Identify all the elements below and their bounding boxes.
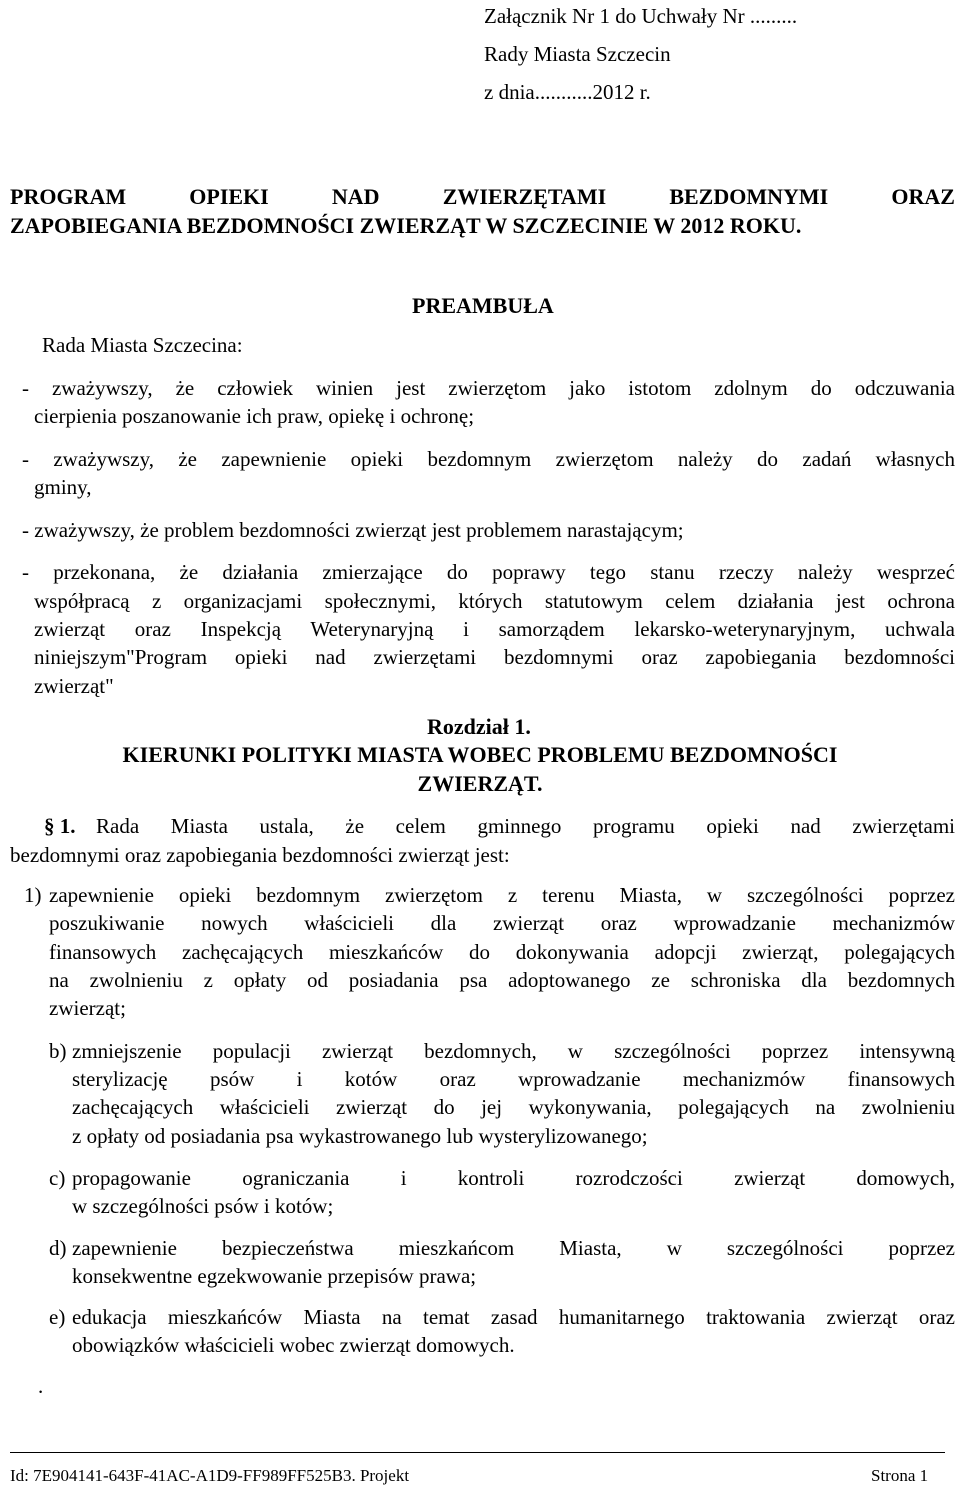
point1-line4 (49, 968, 955, 993)
title-word: PROGRAM (10, 184, 127, 209)
point-label: 1) (24, 883, 42, 907)
program-title-line2: ZAPOBIEGANIA BEZDOMNOŚCI ZWIERZĄT W SZCZECINIE W 2012 ROKU. (10, 213, 802, 238)
point-text: na zwolnieniu z opłaty od posiadania psa adoptowanego ze schroniska dla bezdomnych (49, 968, 955, 992)
letter-label-e: e) (49, 1305, 66, 1329)
letter-c-line1 (72, 1166, 955, 1191)
letter-c-line2: w szczególności psów i kotów; (72, 1194, 334, 1218)
title-word: ORAZ (891, 184, 955, 209)
point1-line2 (49, 911, 955, 936)
preamble-text: - przekonana, że działania zmierzające do poprawy tego stanu rzeczy należy wesprzeć (22, 560, 955, 584)
footer-page-number: Strona 1 (871, 1466, 929, 1485)
point-text: finansowych zachęcających mieszkańców do dokonywania adopcji zwierząt, polegających (49, 940, 955, 964)
preamble-text: współpracą z organizacjami społecznymi, których statutowym celem działania jest ochrona (34, 589, 955, 613)
stray-dot: . (38, 1374, 44, 1398)
footer-document-id: Id: 7E904141-643F-41AC-A1D9-FF989FF525B3. Projekt (10, 1466, 410, 1485)
section1-intro-line2: bezdomnymi oraz zapobiegania bezdomności zwierząt jest: (10, 843, 510, 867)
section1-intro-line1 (96, 814, 955, 839)
preamble-text: - zważywszy, że człowiek winien jest zwierzętom jako istotom zdolnym do odczuwania (22, 376, 955, 400)
letter-b-line4: z opłaty od posiadania psa wykastrowanego lub wysterylizowanego; (72, 1124, 648, 1148)
point-text: zapewnienie opieki bezdomnym zwierzętom z terenu Miasta, w szczególności poprzez (49, 883, 955, 907)
letter-e-line2: obowiązków właścicieli wobec zwierząt domowych. (72, 1333, 515, 1357)
letter-b-line3 (72, 1095, 955, 1120)
point1-line1 (49, 883, 955, 908)
preamble-item-4-line2 (34, 589, 955, 614)
letter-text: edukacja mieszkańców Miasta na temat zasad humanitarnego traktowania zwierząt oraz (72, 1305, 955, 1329)
attachment-header-line: Załącznik Nr 1 do Uchwały Nr ......... (484, 4, 798, 28)
section-marker: § 1. (44, 814, 76, 838)
preamble-text: zwierząt oraz Inspekcją Weterynaryjną i samorządem lekarsko-weterynaryjnym, uchwala (34, 617, 955, 641)
letter-d-line2: konsekwentne egzekwowanie przepisów prawa; (72, 1264, 477, 1288)
letter-b-line2 (72, 1067, 955, 1092)
title-word: ZWIERZĘTAMI (442, 184, 607, 209)
preamble-item-1-line2: cierpienia poszanowanie ich praw, opiekę i ochronę; (34, 404, 475, 428)
letter-text: sterylizację psów i kotów oraz wprowadzanie mechanizmów finansowych (72, 1067, 955, 1091)
chapter-title-line1: KIERUNKI POLITYKI MIASTA WOBEC PROBLEMU BEZDOMNOŚCI (122, 742, 838, 767)
chapter-number: Rozdział 1. (427, 714, 531, 739)
preamble-item-2-line1 (22, 447, 955, 472)
chapter-title-line2: ZWIERZĄT. (417, 771, 543, 796)
letter-text: zapewnienie bezpieczeństwa mieszkańcom Miasta, w szczególności poprzez (72, 1236, 955, 1260)
footer-rule (10, 1452, 945, 1453)
preamble-item-3-line1: - zważywszy, że problem bezdomności zwierząt jest problemem narastającym; (22, 518, 684, 542)
point1-line5: zwierząt; (49, 996, 126, 1020)
preamble-text: - zważywszy, że zapewnienie opieki bezdomnym zwierzętom należy do zadań własnych (22, 447, 955, 471)
preamble-item-4-line5: zwierząt" (34, 674, 114, 698)
preamble-intro: Rada Miasta Szczecina: (42, 333, 243, 357)
letter-e-line1 (72, 1305, 955, 1330)
title-word: NAD (331, 184, 380, 209)
title-word: BEZDOMNYMI (669, 184, 829, 209)
preamble-item-4-line1 (22, 560, 955, 585)
letter-label-c: c) (49, 1166, 66, 1190)
council-name-line: Rady Miasta Szczecin (484, 42, 671, 66)
preamble-item-4-line4 (34, 645, 955, 670)
date-line: z dnia...........2012 r. (484, 80, 651, 104)
letter-b-line1 (72, 1039, 955, 1064)
point-text: poszukiwanie nowych właścicieli dla zwierząt oraz wprowadzanie mechanizmów (49, 911, 955, 935)
letter-text: zachęcających właścicieli zwierząt do jej wykonywania, polegających na zwolnieniu (72, 1095, 955, 1119)
letter-d-line1 (72, 1236, 955, 1261)
program-title-line1 (10, 184, 955, 210)
preamble-heading: PREAMBUŁA (412, 293, 554, 318)
section-text: Rada Miasta ustala, że celem gminnego programu opieki nad zwierzętami (96, 814, 955, 838)
point1-line3 (49, 940, 955, 965)
letter-text: propagowanie ograniczania i kontroli rozrodczości zwierząt domowych, (72, 1166, 955, 1190)
preamble-item-2-line2: gminy, (34, 475, 92, 499)
letter-text: zmniejszenie populacji zwierząt bezdomnych, w szczególności poprzez intensywną (72, 1039, 955, 1063)
preamble-item-4-line3 (34, 617, 955, 642)
title-word: OPIEKI (189, 184, 269, 209)
letter-label-b: b) (49, 1039, 67, 1063)
letter-label-d: d) (49, 1236, 67, 1260)
preamble-item-1-line1 (22, 376, 955, 401)
preamble-text: niniejszym"Program opieki nad zwierzętami bezdomnymi oraz zapobiegania bezdomności (34, 645, 955, 669)
